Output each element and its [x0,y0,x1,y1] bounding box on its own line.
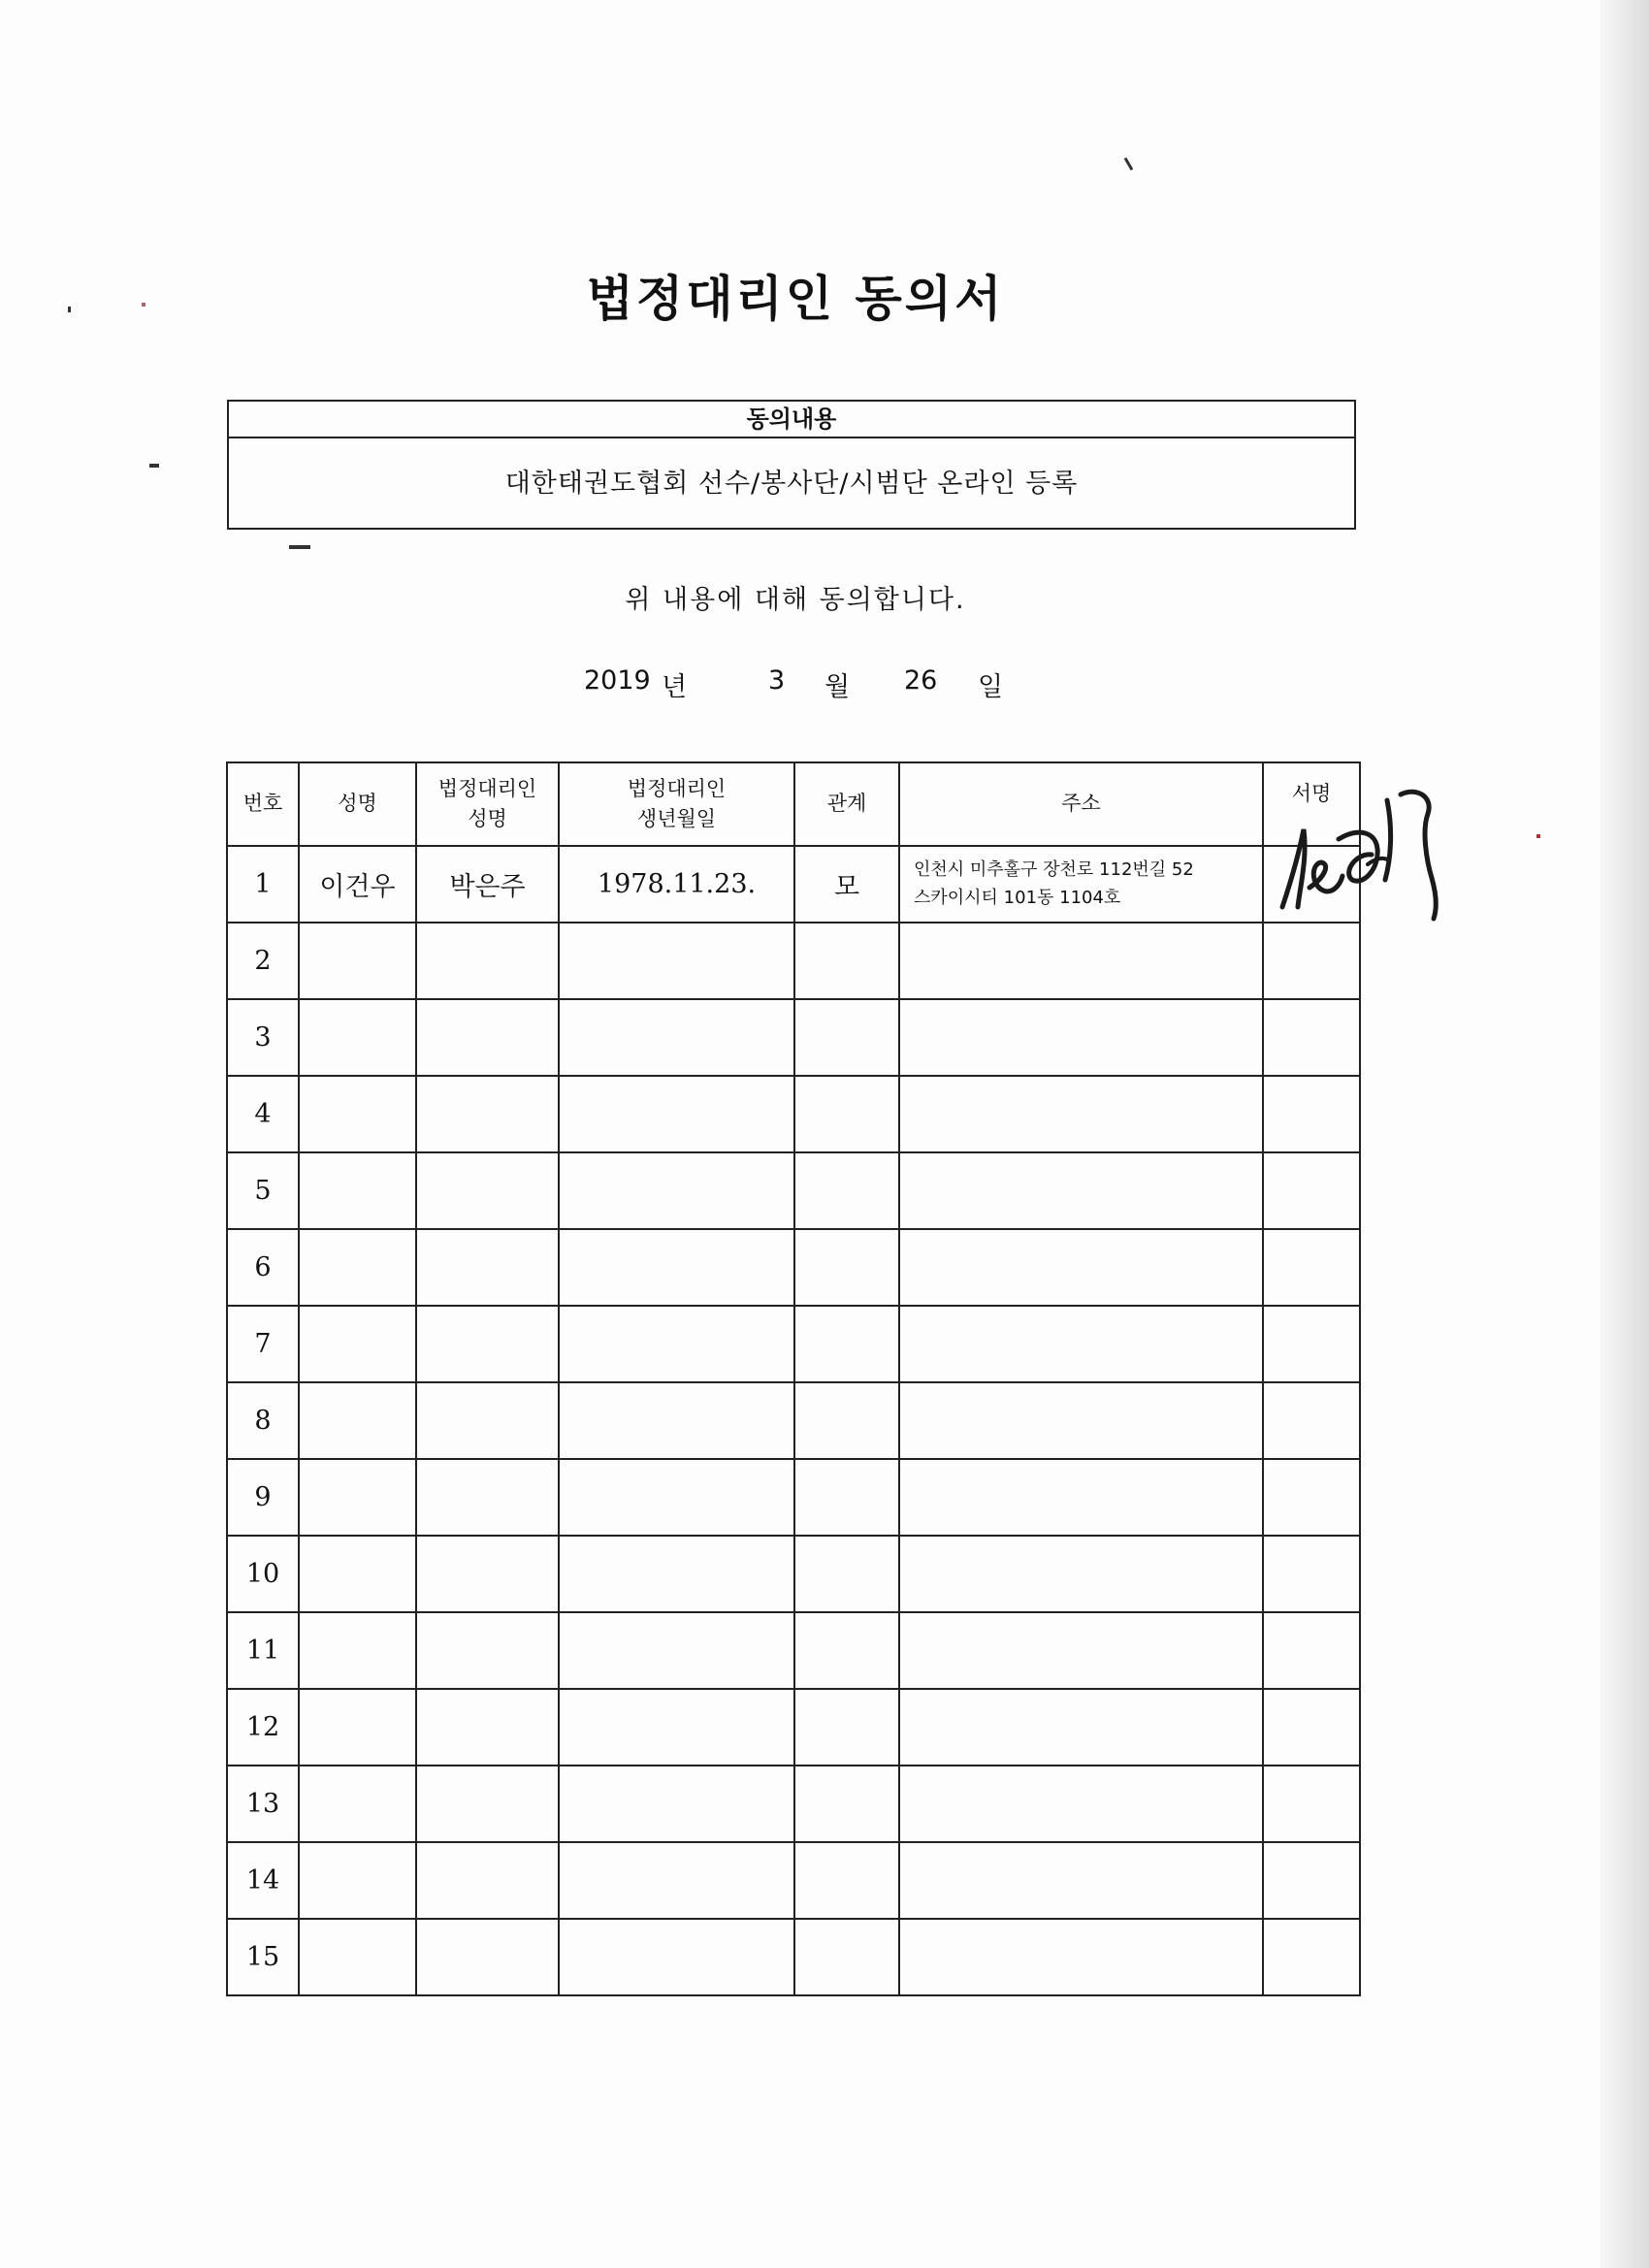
cell-no: 7 [227,1306,299,1382]
table-row [227,1152,1360,1229]
cell-guardian-name [416,1536,559,1612]
cell-guardian-birth: 1978.11.23. [559,846,794,923]
cell-relation [794,1382,899,1459]
cell-no: 4 [227,1076,299,1152]
cell-guardian-name [416,1919,559,1995]
date-day: 26 [904,665,938,696]
cell-guardian-name [416,1229,559,1306]
cell-signature [1263,1382,1360,1459]
table-row [227,1382,1360,1459]
cell-address [899,1152,1263,1229]
scan-speck [149,464,159,468]
cell-relation [794,1459,899,1536]
guardian-table [226,761,1361,1996]
table-row [227,1306,1360,1382]
date-year-unit: 년 [662,672,688,702]
cell-relation [794,1842,899,1919]
table-row [227,1919,1360,1995]
cell-guardian-name [416,1152,559,1229]
cell-no: 3 [227,999,299,1076]
table-row [227,1612,1360,1689]
address-line-2: 스카이시티 101동 1104호 [914,887,1121,908]
table-row [227,1536,1360,1612]
cell-address [899,1306,1263,1382]
cell-signature [1263,1766,1360,1842]
cell-relation [794,1152,899,1229]
date-day-unit: 일 [978,672,1004,702]
header-address: 주소 [899,762,1263,846]
cell-relation [794,999,899,1076]
consent-box [227,400,1356,530]
cell-guardian-name [416,1689,559,1766]
cell-signature [1263,999,1360,1076]
cell-guardian-birth [559,1459,794,1536]
scan-speck [289,545,310,549]
cell-no: 9 [227,1459,299,1536]
cell-address [899,1459,1263,1536]
cell-no: 13 [227,1766,299,1842]
cell-relation [794,1306,899,1382]
cell-guardian-birth [559,1842,794,1919]
scan-edge-shadow [1600,0,1649,2268]
table-row [227,846,1360,923]
table-row [227,1689,1360,1766]
cell-address [899,846,1263,923]
header-name: 성명 [299,762,416,846]
cell-address [899,1842,1263,1919]
cell-signature [1263,1306,1360,1382]
cell-guardian-name [416,1459,559,1536]
table-row [227,923,1360,999]
cell-relation [794,1229,899,1306]
scan-speck [1124,157,1134,171]
cell-guardian-birth [559,1919,794,1995]
address-line-1: 인천시 미추홀구 장천로 112번길 52 [914,859,1194,880]
cell-address [899,1076,1263,1152]
cell-guardian-birth [559,1229,794,1306]
signature-mark [1271,771,1445,936]
cell-name [299,1152,416,1229]
cell-guardian-birth [559,1152,794,1229]
cell-guardian-name [416,1612,559,1689]
cell-name [299,1459,416,1536]
cell-signature [1263,1612,1360,1689]
cell-name [299,1842,416,1919]
date-month: 3 [768,665,786,696]
cell-name [299,923,416,999]
cell-guardian-name [416,1306,559,1382]
cell-address [899,999,1263,1076]
cell-relation [794,1766,899,1842]
cell-no: 11 [227,1612,299,1689]
cell-name: 이건우 [299,846,416,923]
cell-name [299,1766,416,1842]
cell-guardian-birth [559,999,794,1076]
table-row [227,1766,1360,1842]
cell-no: 2 [227,923,299,999]
consent-body: 대한태권도협회 선수/봉사단/시범단 온라인 등록 [504,469,1079,499]
agree-statement: 위 내용에 대해 동의합니다. [625,585,966,615]
cell-signature [1263,1076,1360,1152]
table-row [227,999,1360,1076]
cell-name [299,1536,416,1612]
header-guardian-birth-line1: 법정대리인 [627,776,727,800]
cell-guardian-name [416,1842,559,1919]
cell-relation [794,1076,899,1152]
header-guardian-name [416,762,559,846]
cell-name [299,1919,416,1995]
cell-guardian-birth [559,1536,794,1612]
cell-address [899,1382,1263,1459]
cell-guardian-birth [559,1766,794,1842]
cell-no: 1 [227,846,299,923]
cell-name [299,1612,416,1689]
cell-guardian-name [416,923,559,999]
cell-relation: 모 [794,846,899,923]
cell-guardian-birth [559,1076,794,1152]
cell-guardian-name: 박은주 [416,846,559,923]
table-header-row [227,762,1360,846]
cell-guardian-name [416,1766,559,1842]
cell-guardian-name [416,999,559,1076]
cell-no: 12 [227,1689,299,1766]
cell-name [299,999,416,1076]
table-row [227,1076,1360,1152]
cell-signature [1263,1152,1360,1229]
cell-no: 15 [227,1919,299,1995]
cell-no: 6 [227,1229,299,1306]
scan-speck [1536,834,1540,838]
cell-signature [1263,1459,1360,1536]
table-row [227,1842,1360,1919]
cell-signature [1263,1229,1360,1306]
cell-signature [1263,1689,1360,1766]
header-signature: 서명 [1263,762,1360,846]
cell-no: 10 [227,1536,299,1612]
cell-address [899,1689,1263,1766]
cell-guardian-birth [559,1612,794,1689]
cell-address [899,1766,1263,1842]
cell-relation [794,1536,899,1612]
cell-guardian-birth [559,1306,794,1382]
cell-relation [794,1612,899,1689]
cell-name [299,1689,416,1766]
cell-guardian-name [416,1076,559,1152]
cell-no: 8 [227,1382,299,1459]
cell-address [899,1229,1263,1306]
header-guardian-name-line1: 법정대리인 [437,776,537,800]
cell-guardian-birth [559,923,794,999]
cell-relation [794,1919,899,1995]
header-guardian-birth [559,762,794,846]
cell-name [299,1076,416,1152]
document-title: 법정대리인 동의서 [586,271,1005,327]
table-body [227,846,1360,1995]
cell-no: 5 [227,1152,299,1229]
header-guardian-name-line2: 성명 [468,807,507,830]
header-no: 번호 [227,762,299,846]
cell-guardian-birth [559,1382,794,1459]
table-row [227,1459,1360,1536]
cell-name [299,1382,416,1459]
header-relation: 관계 [794,762,899,846]
consent-header: 동의내용 [229,402,1354,438]
cell-relation [794,1689,899,1766]
cell-name [299,1306,416,1382]
cell-address [899,1919,1263,1995]
cell-address [899,923,1263,999]
cell-address [899,1612,1263,1689]
cell-relation [794,923,899,999]
cell-name [299,1229,416,1306]
table-row [227,1229,1360,1306]
cell-signature [1263,1842,1360,1919]
cell-address [899,1536,1263,1612]
cell-signature [1263,1919,1360,1995]
cell-guardian-birth [559,1689,794,1766]
date-month-unit: 월 [824,672,851,702]
cell-guardian-name [416,1382,559,1459]
cell-no: 14 [227,1842,299,1919]
header-guardian-birth-line2: 생년월일 [636,807,717,830]
cell-signature [1263,1536,1360,1612]
date-year: 2019 [584,665,651,696]
